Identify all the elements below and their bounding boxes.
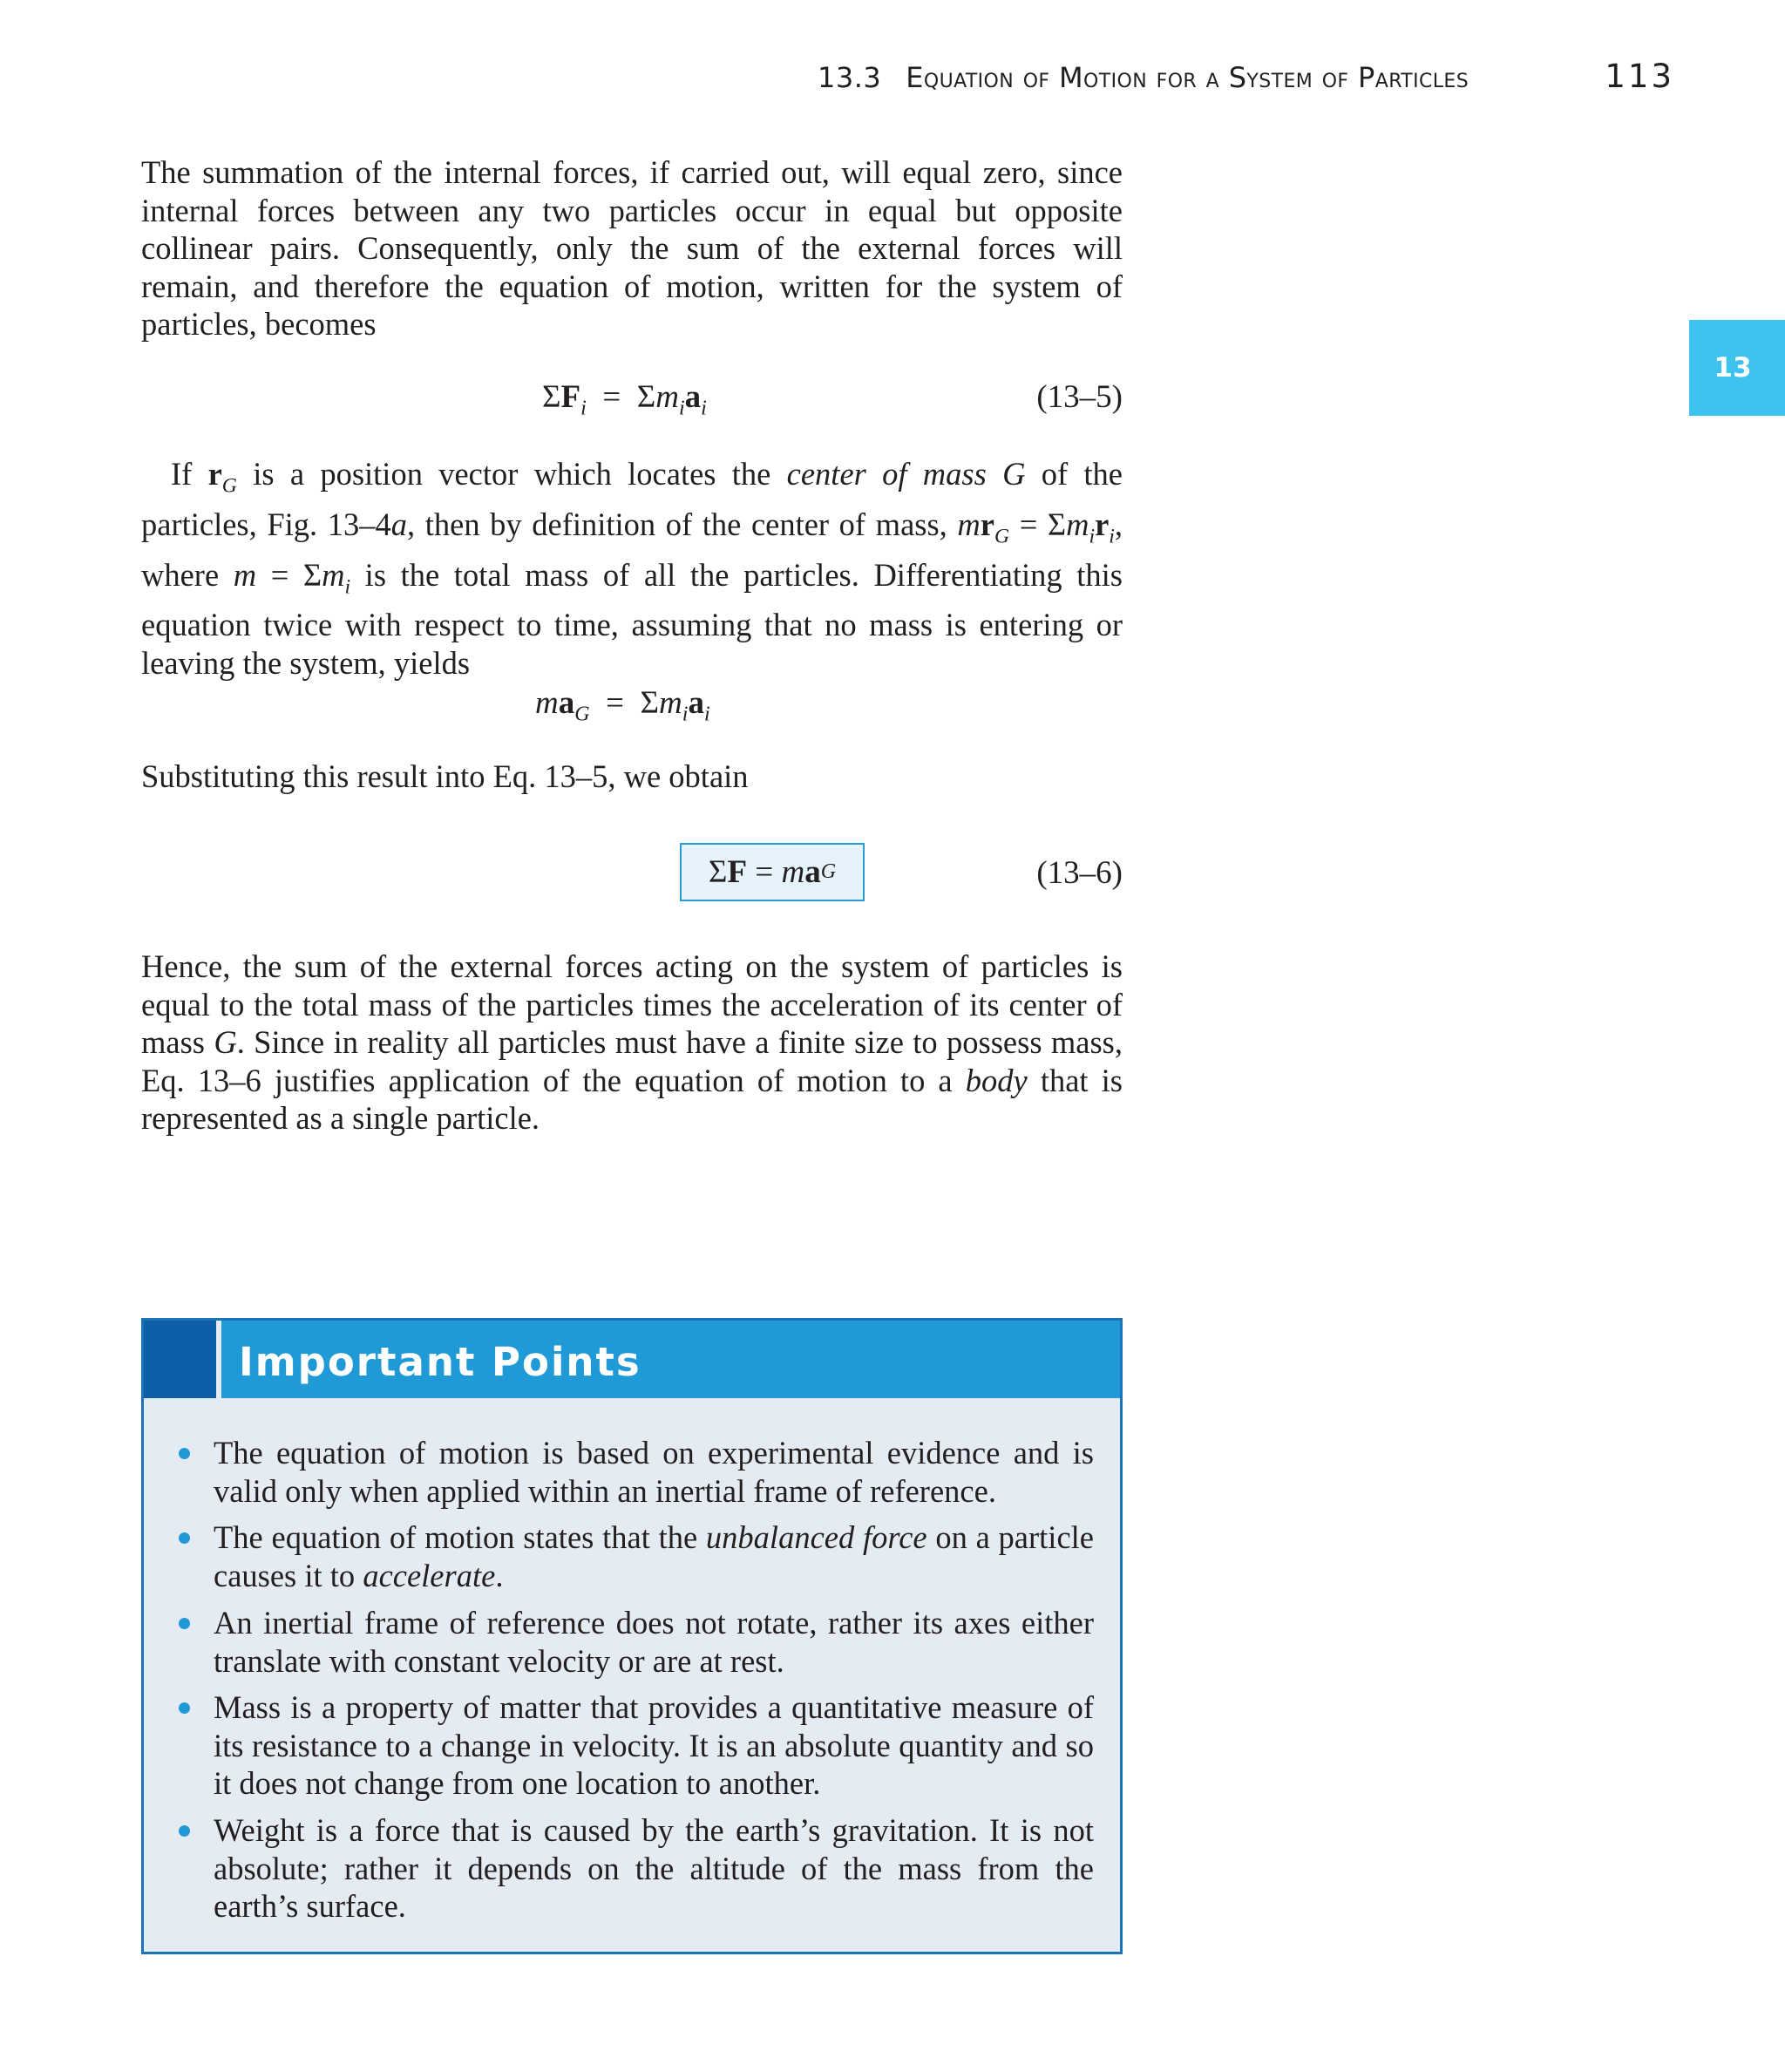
bullet-text: Weight is a force that is caused by the earth’s gravitation. It is not absolute; rather it depends on the altitude of the mass from the earth’s surface. bbox=[214, 1812, 1094, 1924]
important-points-header bbox=[144, 1321, 1120, 1398]
paragraph-internal-forces bbox=[141, 153, 1123, 343]
bullet-text: Mass is a property of matter that provides a quantitative measure of its resistance to a change in velocity. It is an absolute quantity and so it does not change from one location to another. bbox=[214, 1689, 1094, 1801]
bullet-text: The equation of motion is based on experimental evidence and is valid only when applied within an inertial frame of reference. bbox=[214, 1435, 1094, 1509]
header-gap bbox=[216, 1321, 221, 1398]
section-title: Equation of Motion for a System of Particles bbox=[906, 61, 1469, 94]
bullet-dot-icon bbox=[179, 1825, 190, 1837]
paragraph-center-of-mass bbox=[141, 455, 1123, 682]
page-number: 113 bbox=[1605, 58, 1674, 95]
equation-13-6 bbox=[141, 854, 1123, 915]
chapter-tab[interactable]: 13 bbox=[1689, 320, 1785, 416]
paragraph-text: The summation of the internal forces, if carried out, will equal zero, since internal forces between any two particles occur in equal but opposite collinear pairs. Consequently, only the sum of the external forces will remain, and therefore the equation of motion, written for the system of particles, becomes bbox=[141, 154, 1123, 342]
paragraph-text: If $r_G$ is a position vector which locates the center of mass G of the particles, Fig. 13–4a, then by definition of the center of mass, $mr_G = \Sigma m_ir_i$, where $m = \Sigma m_i$ is the total mass of all the particles. Differentiating this equation twice with respect to time, assuming that no mass is entering or leaving the system, yields bbox=[141, 456, 1123, 681]
bullet-dot-icon bbox=[179, 1532, 190, 1544]
bullet-text: The equation of motion states that the unbalanced force on a particle causes it to accelerate. bbox=[214, 1519, 1094, 1593]
bullet-text: An inertial frame of reference does not rotate, rather its axes either translate with constant velocity or are at rest. bbox=[214, 1605, 1094, 1679]
bullet-item bbox=[179, 1434, 1094, 1510]
equation-maG bbox=[141, 684, 1123, 745]
paragraph-text: Hence, the sum of the external forces acting on the system of particles is equal to the total mass of the particles times the acceleration of its center of mass G. Since in reality all particles must have a finite size to possess mass, Eq. 13–6 justifies application of the equation of motion to a body that is represented as a single particle. bbox=[141, 948, 1123, 1136]
equation-body: $ma_G = \Sigma m_ia_i$ bbox=[535, 685, 710, 726]
boxed-equation: Σ F = m a G bbox=[680, 843, 865, 901]
paragraph-substituting bbox=[141, 757, 1123, 796]
important-points-box bbox=[141, 1318, 1123, 1954]
paragraph-text: Substituting this result into Eq. 13–5, we obtain bbox=[141, 758, 749, 794]
equation-number: (13–5) bbox=[1036, 379, 1123, 415]
important-points-title: Important Points bbox=[239, 1339, 641, 1385]
bullet-item bbox=[179, 1811, 1094, 1926]
running-head bbox=[818, 61, 1469, 94]
bullet-dot-icon bbox=[179, 1618, 190, 1629]
bullet-item bbox=[179, 1688, 1094, 1803]
section-number: 13.3 bbox=[818, 61, 882, 94]
equation-13-5 bbox=[141, 378, 1123, 439]
paragraph-hence bbox=[141, 948, 1123, 1138]
header-stripe bbox=[144, 1321, 216, 1398]
bullet-item bbox=[179, 1604, 1094, 1680]
equation-number: (13–6) bbox=[1036, 855, 1123, 891]
bullet-dot-icon bbox=[179, 1448, 190, 1459]
bullet-item bbox=[179, 1518, 1094, 1594]
equation-body: $\Sigma F_i = \Sigma m_ia_i$ bbox=[542, 379, 707, 420]
bullet-dot-icon bbox=[179, 1702, 190, 1714]
